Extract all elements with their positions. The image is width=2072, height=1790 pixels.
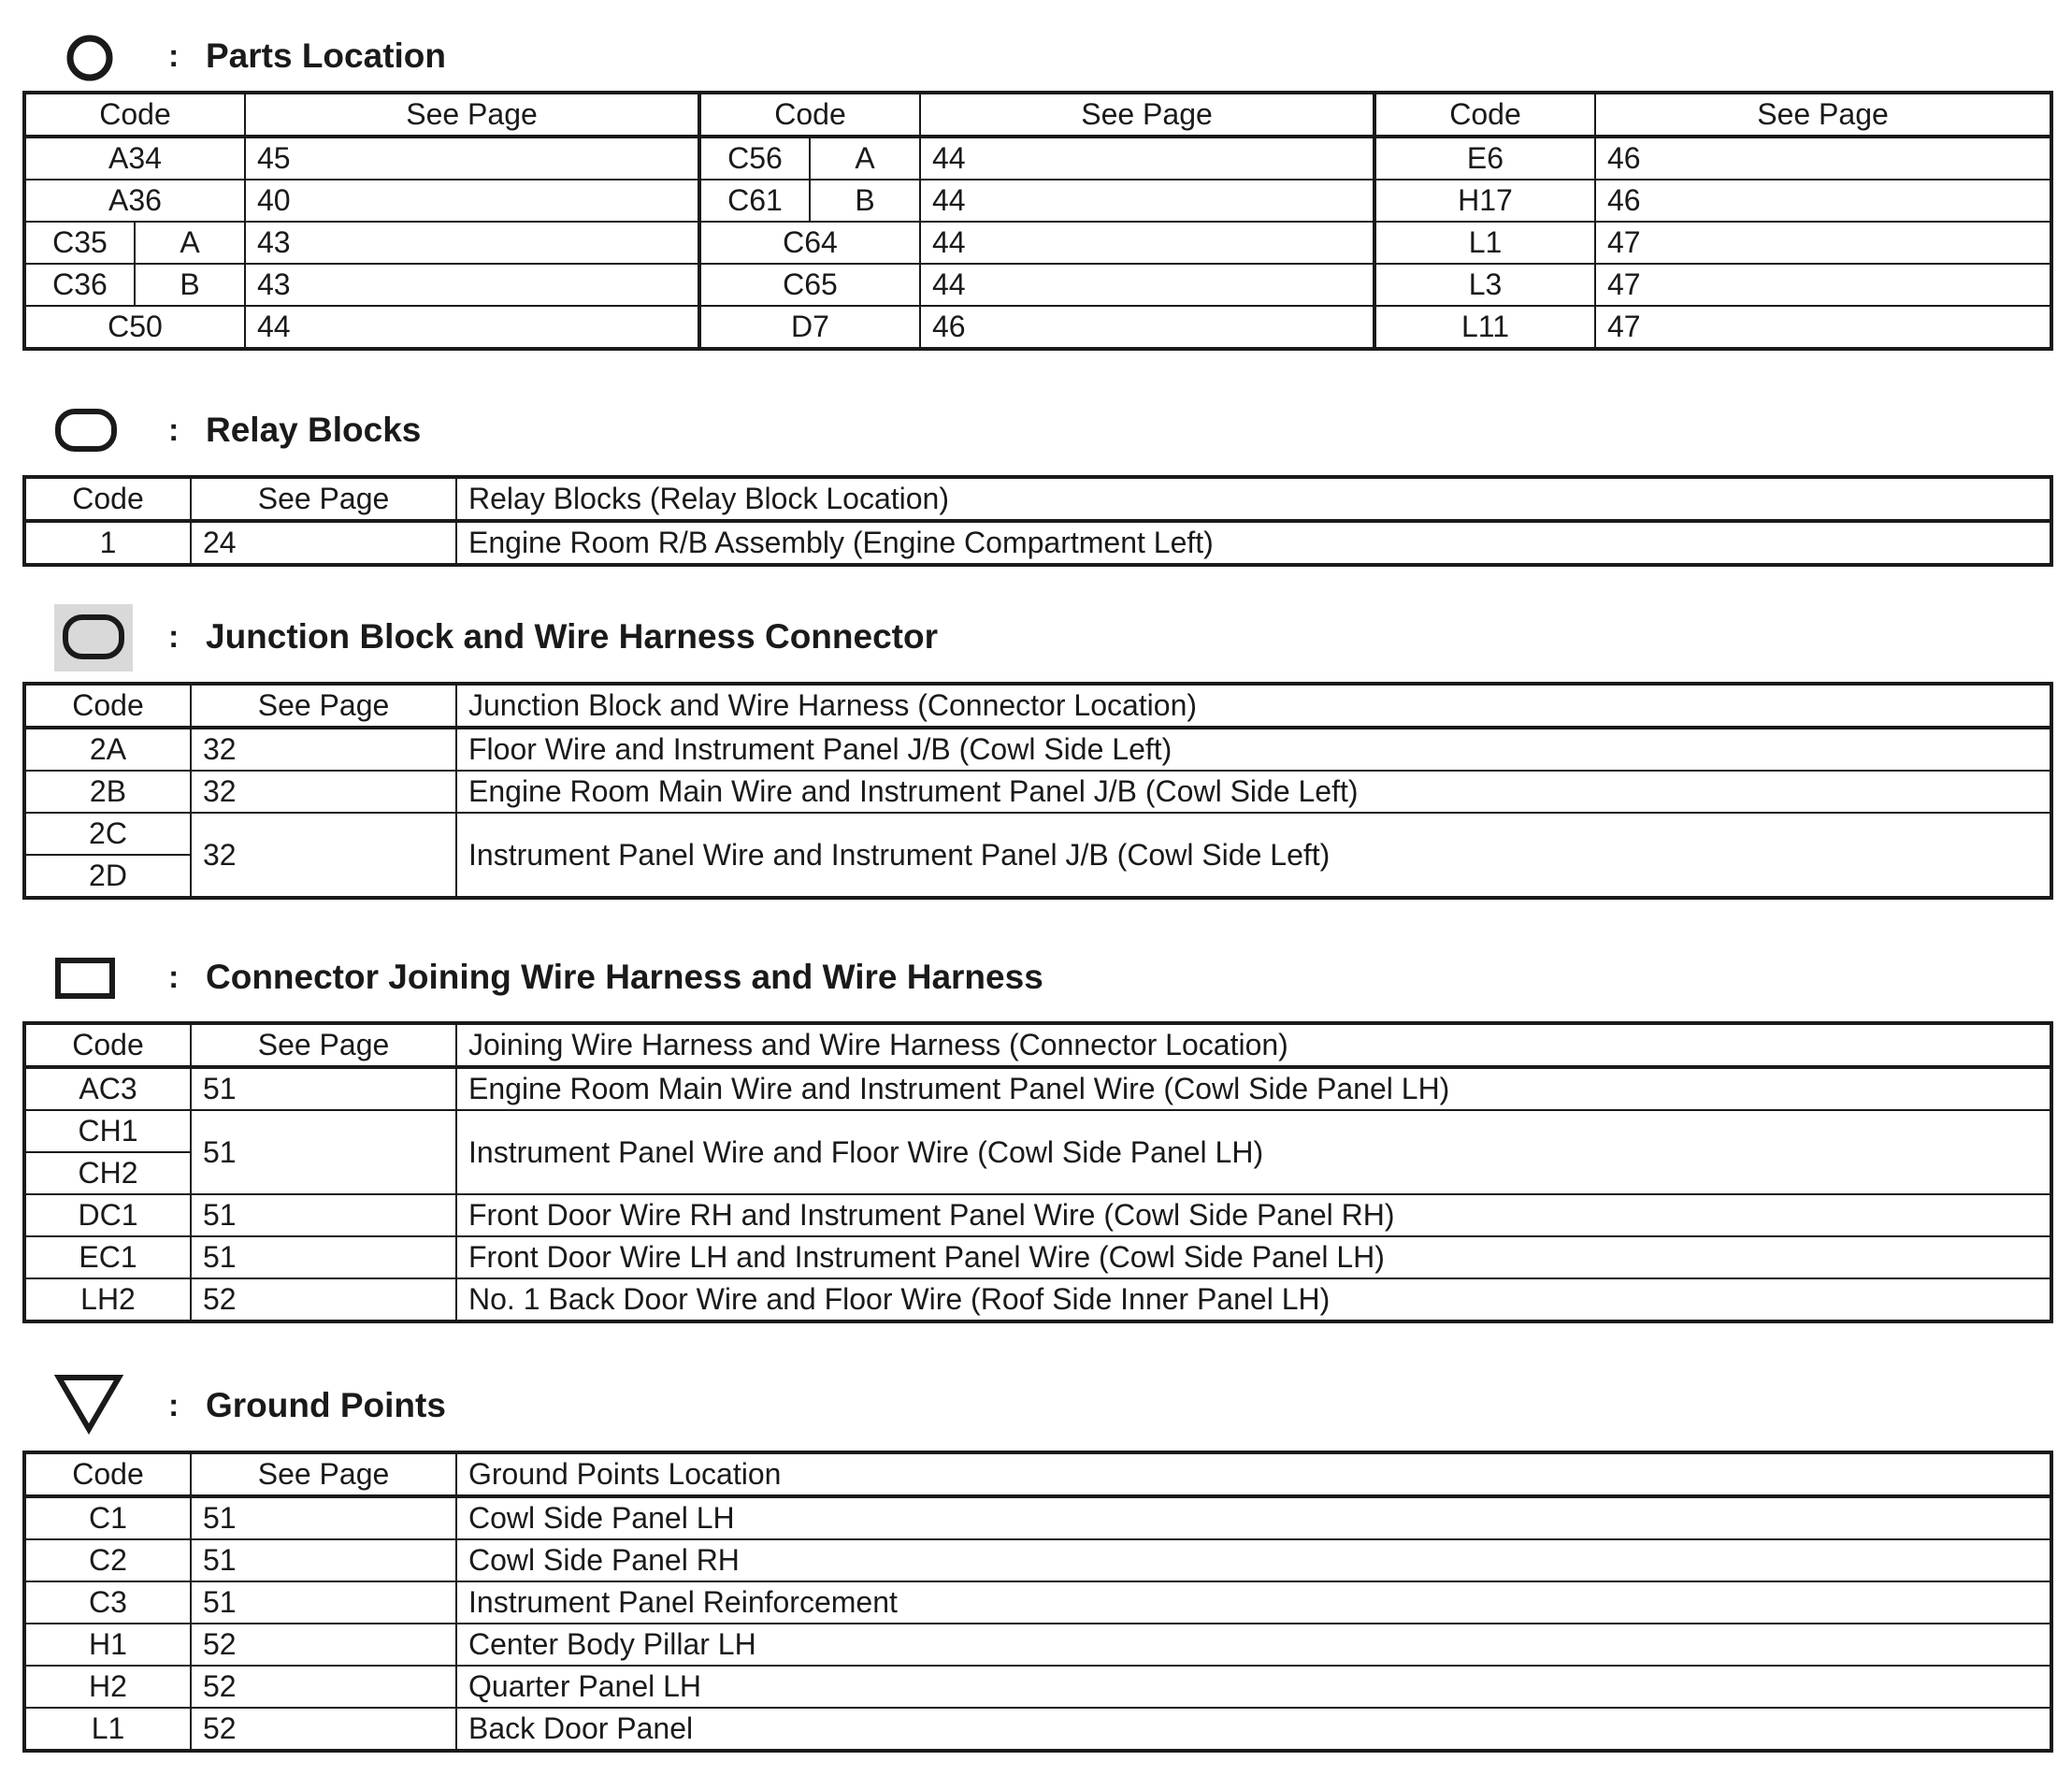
- header-code: Code: [24, 684, 191, 728]
- junction-block-colon: :: [168, 619, 180, 655]
- header-description: Ground Points Location: [456, 1452, 2051, 1496]
- description-cell: Front Door Wire RH and Instrument Panel Wire (Cowl Side Panel RH): [456, 1194, 2051, 1236]
- parts-location-title: Parts Location: [206, 36, 446, 75]
- page-cell: 32: [191, 771, 456, 813]
- page-cell: 47: [1595, 264, 2051, 306]
- sub-code-cell: A: [810, 137, 920, 180]
- page-cell: 47: [1595, 222, 2051, 264]
- code-cell: CH2: [24, 1152, 191, 1194]
- header-code: Code: [24, 1023, 191, 1067]
- description-cell: No. 1 Back Door Wire and Floor Wire (Roof Side Inner Panel LH): [456, 1278, 2051, 1321]
- header-see-page: See Page: [1595, 93, 2051, 137]
- relay-blocks-table: [22, 475, 2053, 567]
- page-cell: 51: [191, 1496, 456, 1539]
- header-code: Code: [24, 93, 245, 137]
- code-cell: C1: [24, 1496, 191, 1539]
- description-cell: Cowl Side Panel LH: [456, 1496, 2051, 1539]
- header-description: Relay Blocks (Relay Block Location): [456, 477, 2051, 521]
- parts-location-colon: :: [168, 38, 180, 74]
- header-see-page: See Page: [191, 477, 456, 521]
- page-cell: 46: [1595, 137, 2051, 180]
- connector-joining-colon: :: [168, 960, 180, 995]
- page-cell: 52: [191, 1624, 456, 1666]
- page-cell: 44: [920, 264, 1374, 306]
- code-cell: E6: [1374, 137, 1595, 180]
- code-cell: 1: [24, 521, 191, 565]
- table-row: [24, 1624, 2051, 1666]
- header-see-page: See Page: [191, 684, 456, 728]
- page-cell: 52: [191, 1666, 456, 1708]
- description-cell: Back Door Panel: [456, 1708, 2051, 1751]
- parts-location-table: [22, 91, 2053, 351]
- page-cell: 43: [245, 264, 699, 306]
- code-cell: L1: [1374, 222, 1595, 264]
- code-cell: H1: [24, 1624, 191, 1666]
- triangle-down-icon: [54, 1373, 123, 1435]
- page-cell: 24: [191, 521, 456, 565]
- description-cell: Engine Room Main Wire and Instrument Panel Wire (Cowl Side Panel LH): [456, 1067, 2051, 1110]
- table-row: [24, 1539, 2051, 1581]
- page-cell: 44: [920, 180, 1374, 222]
- code-cell: A34: [24, 137, 245, 180]
- table-row: [24, 1708, 2051, 1751]
- code-cell: C50: [24, 306, 245, 349]
- table-header-row: [24, 477, 2051, 521]
- parts-location-heading: [0, 28, 1309, 84]
- code-cell: C35: [24, 222, 135, 264]
- header-code: Code: [1374, 93, 1595, 137]
- page-cell: 44: [920, 137, 1374, 180]
- header-code: Code: [24, 1452, 191, 1496]
- code-cell: L11: [1374, 306, 1595, 349]
- description-cell: Floor Wire and Instrument Panel J/B (Cowl Side Left): [456, 728, 2051, 771]
- code-cell: L1: [24, 1708, 191, 1751]
- table-header-row: [24, 1023, 2051, 1067]
- table-row: [24, 1236, 2051, 1278]
- page-cell: 32: [191, 728, 456, 771]
- rectangle-icon: [54, 956, 116, 1001]
- table-row: [24, 728, 2051, 771]
- code-cell: DC1: [24, 1194, 191, 1236]
- code-cell: C64: [699, 222, 920, 264]
- table-row: [24, 1067, 2051, 1110]
- code-cell: 2C: [24, 813, 191, 855]
- code-cell: 2A: [24, 728, 191, 771]
- table-row: [24, 1278, 2051, 1321]
- code-cell: A36: [24, 180, 245, 222]
- table-header-row: [24, 93, 2051, 137]
- description-cell: Engine Room R/B Assembly (Engine Compartment Left): [456, 521, 2051, 565]
- ground-points-colon: :: [168, 1388, 180, 1423]
- code-cell: 2D: [24, 855, 191, 898]
- table-header-row: [24, 1452, 2051, 1496]
- relay-blocks-title: Relay Blocks: [206, 411, 422, 449]
- code-cell: L3: [1374, 264, 1595, 306]
- table-header-row: [24, 684, 2051, 728]
- ground-points-heading: [0, 1378, 1309, 1434]
- page-cell: 51: [191, 1110, 456, 1194]
- relay-blocks-colon: :: [168, 412, 180, 448]
- page-cell: 51: [191, 1539, 456, 1581]
- description-cell: Engine Room Main Wire and Instrument Panel J/B (Cowl Side Left): [456, 771, 2051, 813]
- header-description: Junction Block and Wire Harness (Connector Location): [456, 684, 2051, 728]
- table-row: [24, 771, 2051, 813]
- code-cell: C3: [24, 1581, 191, 1624]
- description-cell: Cowl Side Panel RH: [456, 1539, 2051, 1581]
- header-code: Code: [699, 93, 920, 137]
- code-cell: AC3: [24, 1067, 191, 1110]
- header-see-page: See Page: [920, 93, 1374, 137]
- ground-points-table: [22, 1451, 2053, 1753]
- code-cell: EC1: [24, 1236, 191, 1278]
- page-cell: 52: [191, 1278, 456, 1321]
- code-cell: 2B: [24, 771, 191, 813]
- junction-block-heading: [0, 609, 1309, 665]
- code-cell: CH1: [24, 1110, 191, 1152]
- relay-blocks-heading: [0, 402, 1309, 458]
- page-cell: 45: [245, 137, 699, 180]
- table-row: [24, 1194, 2051, 1236]
- description-cell: Front Door Wire LH and Instrument Panel Wire (Cowl Side Panel LH): [456, 1236, 2051, 1278]
- header-see-page: See Page: [191, 1023, 456, 1067]
- page-cell: 51: [191, 1581, 456, 1624]
- page-cell: 46: [920, 306, 1374, 349]
- code-cell: D7: [699, 306, 920, 349]
- description-cell: Instrument Panel Wire and Floor Wire (Cowl Side Panel LH): [456, 1110, 2051, 1194]
- junction-block-table: [22, 682, 2053, 900]
- page-cell: 44: [920, 222, 1374, 264]
- code-cell: C61: [699, 180, 810, 222]
- table-row: [24, 1496, 2051, 1539]
- code-cell: C2: [24, 1539, 191, 1581]
- page-cell: 32: [191, 813, 456, 898]
- code-cell: C36: [24, 264, 135, 306]
- page-cell: 51: [191, 1194, 456, 1236]
- page-cell: 51: [191, 1067, 456, 1110]
- page-cell: 47: [1595, 306, 2051, 349]
- header-code: Code: [24, 477, 191, 521]
- description-cell: Quarter Panel LH: [456, 1666, 2051, 1708]
- description-cell: Instrument Panel Wire and Instrument Panel J/B (Cowl Side Left): [456, 813, 2051, 898]
- table-row: [24, 1581, 2051, 1624]
- table-row: [24, 264, 2051, 306]
- table-row: [24, 137, 2051, 180]
- shaded-rounded-rectangle-icon: [54, 604, 133, 671]
- code-cell: H2: [24, 1666, 191, 1708]
- header-see-page: See Page: [191, 1452, 456, 1496]
- table-row: [24, 180, 2051, 222]
- sub-code-cell: A: [135, 222, 245, 264]
- table-row: [24, 1666, 2051, 1708]
- junction-block-title: Junction Block and Wire Harness Connector: [206, 617, 938, 656]
- table-row: [24, 813, 2051, 855]
- header-see-page: See Page: [245, 93, 699, 137]
- page-cell: 46: [1595, 180, 2051, 222]
- code-cell: C56: [699, 137, 810, 180]
- code-cell: C65: [699, 264, 920, 306]
- rounded-rectangle-icon: [54, 407, 118, 454]
- circle-icon: [65, 34, 114, 82]
- code-cell: LH2: [24, 1278, 191, 1321]
- description-cell: Instrument Panel Reinforcement: [456, 1581, 2051, 1624]
- sub-code-cell: B: [135, 264, 245, 306]
- table-row: [24, 521, 2051, 565]
- sub-code-cell: B: [810, 180, 920, 222]
- table-row: [24, 306, 2051, 349]
- connector-joining-title: Connector Joining Wire Harness and Wire Harness: [206, 958, 1043, 996]
- page-cell: 44: [245, 306, 699, 349]
- header-description: Joining Wire Harness and Wire Harness (Connector Location): [456, 1023, 2051, 1067]
- connector-joining-table: [22, 1021, 2053, 1323]
- table-row: [24, 222, 2051, 264]
- page-cell: 40: [245, 180, 699, 222]
- ground-points-title: Ground Points: [206, 1386, 446, 1424]
- page-cell: 51: [191, 1236, 456, 1278]
- table-row: [24, 1110, 2051, 1152]
- description-cell: Center Body Pillar LH: [456, 1624, 2051, 1666]
- page-cell: 43: [245, 222, 699, 264]
- connector-joining-heading: [0, 949, 1309, 1005]
- page-cell: 52: [191, 1708, 456, 1751]
- code-cell: H17: [1374, 180, 1595, 222]
